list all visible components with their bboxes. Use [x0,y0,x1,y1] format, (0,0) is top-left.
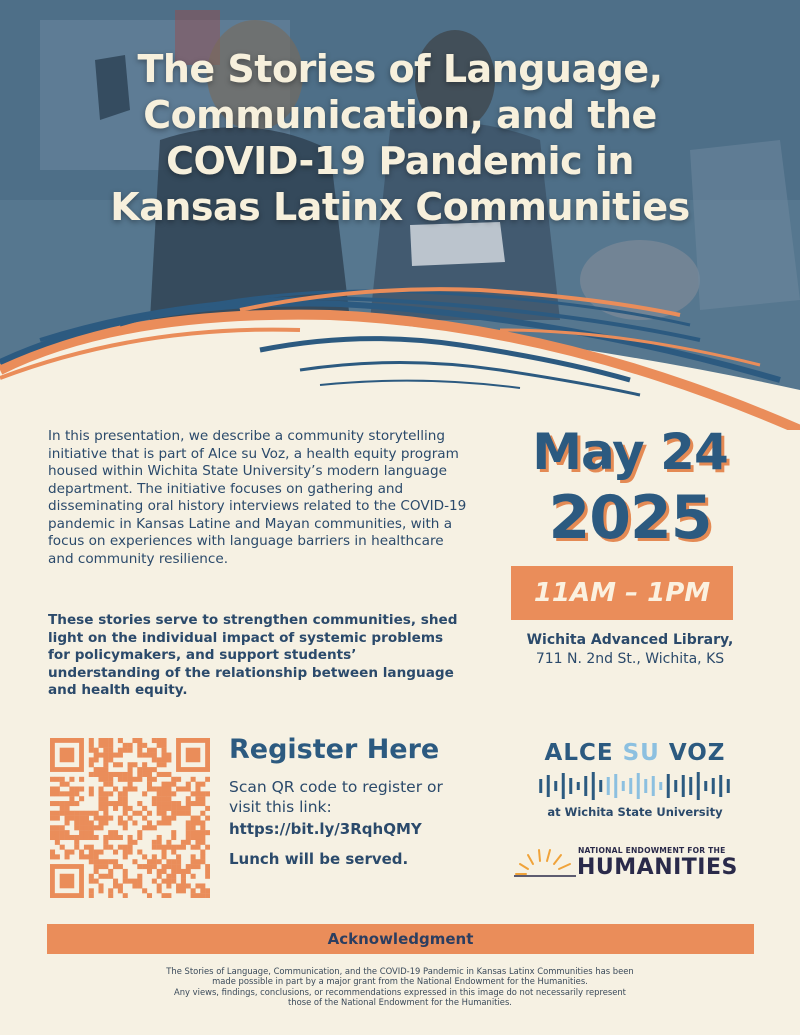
acknowledgment-line: those of the National Endowment for the Humanities. [288,997,512,1008]
acknowledgment-line: Any views, findings, conclusions, or recommendations expressed in this image do not necessarily represent [174,986,626,997]
title-line: Communication, and the [143,93,657,137]
lunch-note: Lunch will be served. [229,850,409,868]
su-word: SU [622,740,660,766]
acknowledgment-line: made possible in part by a major grant from the National Endowment for the Humanities. [212,976,588,987]
event-date-month-day: May 24 [532,423,728,481]
description-paragraph: In this presentation, we describe a community storytelling initiative that is part of Alce su Voz, a health equity program housed within Wichita State University’s modern language department. The initiative focuses on gathering and disseminating oral history interviews related to the COVID-19 pandemic in Kansas Latine and Mayan communities, with a focus on experiences with language barriers in healthcare and community resilience. [48,428,467,567]
acknowledgment-text [80,966,720,1008]
event-title [40,46,760,230]
wave-decoration [0,270,800,430]
acknowledgment-heading: Acknowledgment [47,924,754,954]
title-line: COVID-19 Pandemic in [166,139,634,183]
qr-code[interactable] [50,738,210,898]
venue-name: Wichita Advanced Library, [526,632,734,648]
description-bold-paragraph: These stories serve to strengthen communities, shed light on the individual impact of systemic problems for policymakers, and support students’ understanding of the relationship between language and health equity. [48,612,458,698]
alce-word: ALCE [544,740,623,766]
event-time-badge: 11AM – 1PM [511,566,733,620]
acknowledgment-line: The Stories of Language, Communication, and the COVID-19 Pandemic in Kansas Latinx Communities has been [166,966,634,976]
title-line: Kansas Latinx Communities [110,185,690,229]
soundwave-icon [537,771,732,801]
event-date-year: 2025 [548,483,712,553]
voz-word: VOZ [659,740,726,766]
neh-logo-top: NATIONAL ENDOWMENT FOR THE [578,846,726,855]
title-line: The Stories of Language, [137,47,663,91]
register-heading: Register Here [229,734,440,765]
alce-subtitle: at Wichita State University [547,805,723,819]
register-link[interactable]: https://bit.ly/3RqhQMY [229,820,422,838]
register-instructions: Scan QR code to register or visit this link: [229,778,443,816]
neh-sunburst-icon [512,846,578,880]
neh-logo-main: HUMANITIES [577,855,738,880]
alce-su-voz-logo [530,740,740,766]
venue-address: 711 N. 2nd St., Wichita, KS [535,651,725,667]
